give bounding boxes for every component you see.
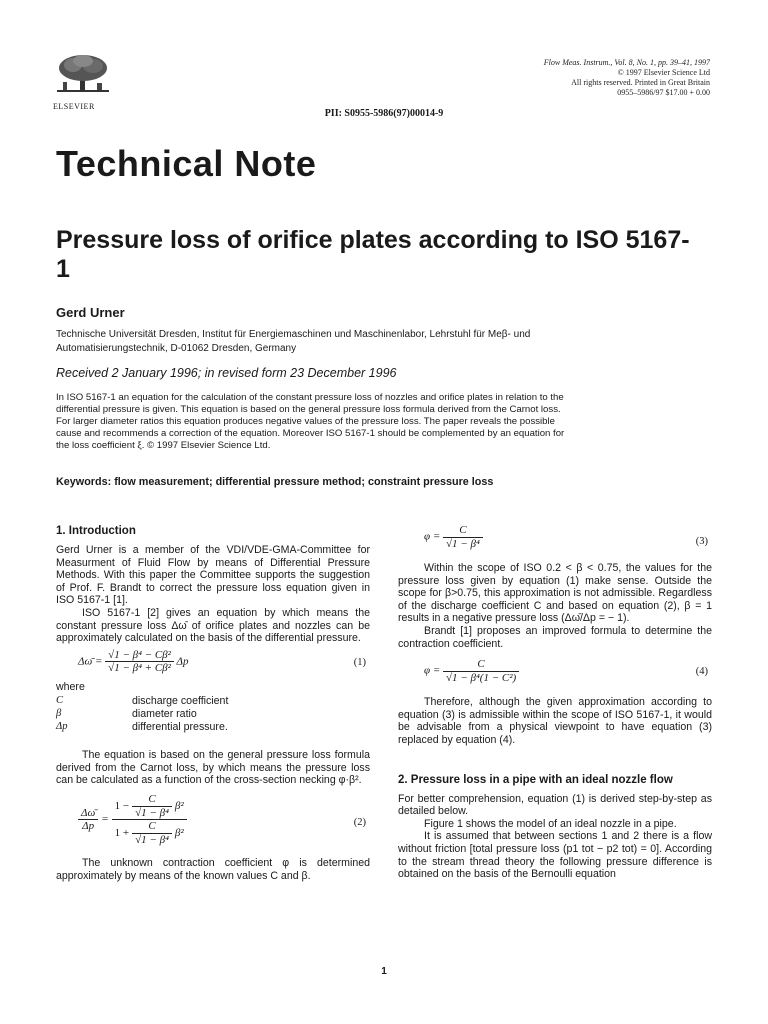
where-label: where: [56, 680, 85, 693]
paragraph: The unknown contraction coefficient φ is determined approximately by means of the known values C and β.: [56, 856, 370, 882]
pii: PII: S0955-5986(97)00014-9: [324, 108, 444, 119]
eq1-denominator: √1 − β⁴ + Cβ²: [108, 662, 171, 675]
paper-title: Pressure loss of orifice plates according to ISO 5167-1: [56, 226, 690, 283]
definition-text: diameter ratio: [132, 707, 197, 720]
symbol-definitions: [56, 695, 370, 733]
price-line: 0955–5986/97 $17.00 + 0.00: [617, 88, 710, 97]
eq1-rhs: Δp: [176, 655, 189, 668]
eq2-inner-beta: β²: [174, 826, 184, 839]
journal-citation: Flow Meas. Instrum., Vol. 8, No. 1, pp. 39–41, 1997: [543, 58, 710, 67]
eq2-lhs-fraction: [78, 807, 98, 833]
elsevier-tree-icon: [53, 54, 113, 96]
eq2-denominator: [112, 820, 187, 846]
paragraph: Within the scope of ISO 0.2 < β < 0.75, the values for the pressure loss given by equation (1) make sense. Outside the scope for β>0.75, this approximation is not admissible. Regardless of the discharge coefficient C and based on equation (2), β = 1 results in a negative pressure loss (Δω̄/Δp = − 1).: [398, 562, 712, 625]
equation-4: [398, 656, 712, 696]
paragraph: Therefore, although the given approximation according to equation (3) is admissible within the scope of ISO 5167-1, it would be advisable from a physical viewpoint to have equation (3) replaced by equation (4).: [398, 696, 712, 746]
definition-symbol: C: [56, 695, 64, 707]
paragraph: The equation is based on the general pressure loss formula derived from the Carnot loss, by which means the pressure loss can be calculated as a function of the cross-section necking φ·β².: [56, 749, 370, 787]
affiliation: Technische Universität Dresden, Institut für Energiemaschinen und Maschinenlabor, Lehrstuhl für Meβ- und Automatisierungstechnik, D-01062 Dresden, Germany: [56, 329, 531, 354]
eq1-lhs: Δω̄ =: [78, 655, 103, 668]
definition-text: discharge coefficient: [132, 695, 229, 708]
section-type: Technical Note: [56, 143, 317, 184]
eq4-number: (4): [695, 666, 708, 678]
eq2-numerator: [112, 793, 187, 820]
right-column: [398, 524, 712, 881]
definition-row: [56, 695, 370, 708]
eq4-lhs: φ =: [424, 664, 441, 677]
equation-2: $\frac{\Delta\omegā}{\Delta p}$ = 1 − $\frac{C}{\text{√1 − β⁴}}$ β² 1 + $\frac{C}{\text{√1 − β⁴}}$ β² (2): [56, 791, 370, 857]
eq2-lhs-denominator: Δp: [82, 820, 95, 833]
eq2-inner-c: C: [132, 820, 172, 834]
rights-line: All rights reserved. Printed in Great Britain: [571, 78, 710, 87]
paragraph: ISO 5167-1 [2] gives an equation by which means the constant pressure loss Δω̄ of orifice plates and nozzles can be approximately calculated on the basis of the differential pressure.: [56, 606, 370, 645]
eq4-denominator: √1 − β⁴(1 − C²): [446, 671, 517, 684]
eq2-inner-fraction: [132, 793, 172, 819]
eq2-number: (2): [353, 816, 366, 828]
abstract: In ISO 5167-1 an equation for the calculation of the constant pressure loss of nozzles and orifice plates in relation to the differential pressure is given. This equation is based on the general pressure loss formula derived from the Carnot loss. For larger diameter ratios this equation produces negative values of the pressure loss. The paper reveals the possible cause and recommends a correction of the equation. Moreover ISO 5167-1 should be complemented by an equation for the loss coefficient ξ. © 1997 Elsevier Science Ltd.: [56, 392, 565, 451]
eq4-fraction: [443, 658, 519, 684]
eq2-lhs-numerator: Δω̄: [78, 807, 98, 821]
definition-symbol: Δp: [56, 720, 68, 732]
eq3-fraction: [443, 524, 483, 550]
definition-row: [56, 721, 370, 734]
paragraph: Figure 1 shows the model of an ideal nozzle in a pipe.: [424, 817, 677, 830]
eq2-bot-prefix: 1 +: [114, 826, 130, 839]
paragraph: For better comprehension, equation (1) is derived step-by-step as detailed below.: [398, 792, 712, 818]
equation-3: [398, 524, 712, 558]
page-number: 1: [381, 966, 387, 977]
paragraph: Brandt [1] proposes an improved formula to determine the contraction coefficient.: [398, 624, 712, 650]
eq2-inner-fraction: [132, 820, 172, 846]
equation-1: [56, 647, 370, 681]
section-heading-introduction: 1. Introduction: [56, 525, 136, 537]
eq1-number: (1): [353, 656, 366, 668]
received-dates: Received 2 January 1996; in revised form 23 December 1996: [56, 366, 397, 380]
journal-info: [544, 58, 710, 98]
eq4-numerator: C: [443, 658, 519, 672]
eq2-inner-root: √1 − β⁴: [135, 806, 169, 819]
section-heading-pressure-loss: 2. Pressure loss in a pipe with an ideal nozzle flow: [398, 773, 673, 786]
eq3-numerator: C: [443, 524, 483, 538]
eq2-inner-beta: β²: [174, 799, 184, 812]
paragraph: It is assumed that between sections 1 and 2 there is a flow without friction [total pressure loss (p1 tot − p2 tot) = 0]. According to the stream thread theory the following pressure difference is obtained on the basis of the Bernoulli equation: [398, 830, 712, 881]
eq3-lhs: φ =: [424, 530, 441, 543]
eq3-number: (3): [695, 536, 708, 547]
left-column: [56, 524, 370, 882]
eq1-numerator: √1 − β⁴ − Cβ²: [105, 649, 174, 663]
eq2-top-prefix: 1 −: [114, 799, 130, 812]
eq3-denominator: √1 − β⁴: [446, 537, 480, 550]
definition-text: differential pressure.: [132, 720, 228, 733]
paragraph: Gerd Urner is a member of the VDI/VDE-GMA-Committee for Measurment of Fluid Flow by means of Differential Pressure Methods. With this paper the Committee supports the suggestion of Prof. F. Brandt to correct the pressure loss equation given in ISO 5167-1 [1].: [56, 544, 370, 607]
publisher-name: ELSEVIER: [53, 102, 95, 111]
eq2-inner-root: √1 − β⁴: [135, 833, 169, 846]
copyright-line: © 1997 Elsevier Science Ltd: [617, 68, 710, 77]
eq1-fraction: [105, 649, 174, 675]
definition-symbol: β: [56, 707, 62, 719]
author-name: Gerd Urner: [56, 305, 125, 320]
keywords: Keywords: flow measurement; differential pressure method; constraint pressure loss: [56, 476, 494, 488]
definition-row: [56, 708, 370, 721]
eq2-inner-c: C: [132, 793, 172, 807]
eq2-main-fraction: [112, 793, 187, 846]
elsevier-logo: [53, 54, 113, 111]
